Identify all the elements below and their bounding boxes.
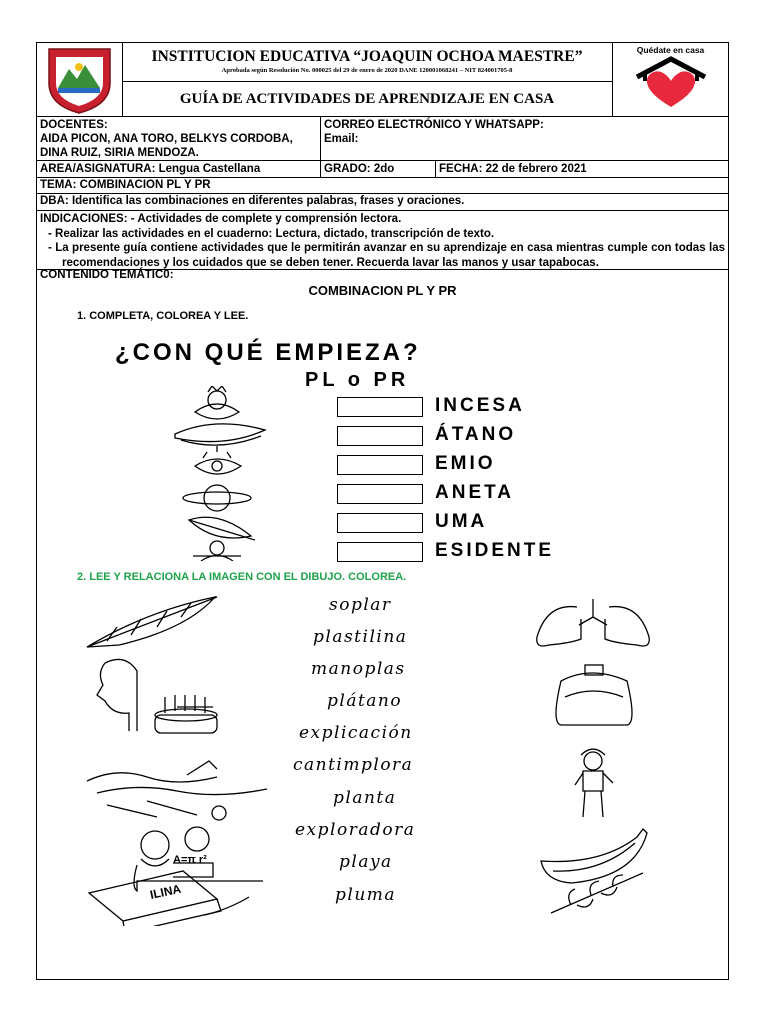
question-1: 1. COMPLETA, COLOREA Y LEE. — [77, 310, 249, 322]
guide-title: GUÍA DE ACTIVIDADES DE APRENDIZAJE EN CASA — [179, 91, 555, 107]
dba-row — [37, 193, 728, 210]
pl-pr-options: PL o PR — [305, 369, 410, 391]
president-icon — [193, 541, 241, 561]
instructions-text: - Actividades de complete y comprensión lectora. — [127, 213, 402, 225]
plasticine-label: ILINA — [148, 881, 183, 902]
grade-cell: GRADO: 2do — [320, 161, 435, 178]
email-label: Email: — [324, 133, 359, 145]
teachers-line-1: AIDA PICON, ANA TORO, BELKYS CORDOBA, — [40, 133, 293, 145]
beach-icon — [87, 761, 267, 820]
instructions-row — [37, 210, 728, 269]
explorer-girl-icon — [575, 749, 613, 817]
lungs-icon — [537, 599, 650, 646]
answer-box[interactable] — [337, 484, 423, 504]
answer-box[interactable] — [337, 426, 423, 446]
stay-home-logo — [613, 43, 728, 116]
exercise-2-right-pictures — [531, 593, 671, 918]
explaining-teacher-icon — [134, 827, 263, 891]
topic-text: TEMA: COMBINACION PL Y PR — [40, 179, 211, 191]
date-cell: FECHA: 22 de febrero 2021 — [435, 161, 728, 178]
word-stem: UMA — [435, 511, 488, 532]
worksheet — [36, 42, 729, 980]
answer-box[interactable] — [337, 397, 423, 417]
cursive-word: soplar — [329, 595, 392, 615]
word-stem: ÁTANO — [435, 424, 517, 445]
exercise-title: ¿CON QUÉ EMPIEZA? — [115, 339, 421, 366]
quill-pen-icon — [87, 597, 217, 647]
question-2: 2. LEE Y RELACIONA LA IMAGEN CON EL DIBUJO. COLOREA. — [77, 571, 407, 583]
cursive-word: manoplas — [311, 659, 406, 679]
word-stem: EMIO — [435, 453, 496, 474]
teachers-label: DOCENTES: — [40, 119, 108, 131]
resolution-text: Aprobada según Resolución No. 000025 del 29 de enero de 2020 DANE 120001068241 – NIT 824001705-8 — [221, 67, 513, 74]
contact-cell — [320, 117, 728, 161]
school-crest-icon — [37, 43, 122, 116]
cursive-word: cantimplora — [293, 755, 414, 775]
answer-box[interactable] — [337, 455, 423, 475]
subject-cell: AREA/ASIGNATURA: Lengua Castellana — [40, 163, 261, 175]
princess-icon — [195, 386, 239, 419]
topic-row — [37, 177, 728, 193]
plasticine-icon — [89, 871, 249, 926]
instruction-item-1: - Realizar las actividades en el cuaderno: Lectura, dictado, transcripción de texto. — [48, 227, 495, 240]
title-cell — [122, 43, 613, 116]
planet-icon — [183, 485, 251, 511]
section-title: COMBINACION PL Y PR — [308, 283, 457, 298]
blowing-candles-icon — [97, 659, 217, 733]
teachers-row — [37, 116, 728, 160]
teachers-line-2: DINA RUIZ, SIRIA MENDOZA. — [40, 147, 199, 159]
cursive-word: plátano — [327, 691, 403, 711]
feather-icon — [189, 517, 255, 540]
canteen-icon — [556, 665, 632, 725]
banana-icon — [541, 829, 647, 883]
cursive-word: planta — [333, 788, 397, 808]
cursive-word: exploradora — [295, 820, 416, 840]
contact-label: CORREO ELECTRÓNICO Y WHATSAPP: — [324, 119, 544, 131]
cursive-word: pluma — [335, 885, 397, 905]
stay-home-label: Quédate en casa — [636, 45, 705, 55]
word-stem: ESIDENTE — [435, 540, 555, 561]
header — [37, 43, 728, 116]
word-stem: ANETA — [435, 482, 515, 503]
cursive-word: playa — [339, 852, 393, 872]
subject-row — [37, 160, 728, 177]
word-stem: INCESA — [435, 395, 525, 416]
area-formula: A=π r² — [173, 854, 207, 866]
instruction-item-2: - La presente guía contiene actividades que le permitirán avanzar en su aprendizaje en casa mientras cumple con todas las recomendaciones y los cuidados que se deben tener. Recuerda lavar las manos y usar tapabocas. — [48, 242, 725, 269]
dba-text: DBA: Identifica las combinaciones en diferentes palabras, frases y oraciones. — [40, 195, 465, 207]
house-heart-icon — [631, 55, 711, 111]
teachers-cell — [37, 117, 320, 161]
institution-block — [122, 43, 612, 82]
school-crest-cell — [37, 43, 123, 116]
award-icon — [195, 446, 241, 474]
exercise-1-pictures — [155, 386, 285, 561]
cursive-word: plastilina — [313, 627, 408, 647]
answer-box[interactable] — [337, 513, 423, 533]
instructions-label: INDICACIONES: — [40, 213, 128, 225]
answer-box[interactable] — [337, 542, 423, 562]
institution-name: INSTITUCION EDUCATIVA “JOAQUIN OCHOA MAESTRE” — [151, 48, 583, 65]
banana-icon — [175, 424, 265, 445]
exercise-2-left-pictures — [77, 591, 277, 926]
content-label: CONTENIDO TEMÁTIC0: — [40, 269, 174, 281]
cursive-word: explicación — [299, 723, 413, 743]
